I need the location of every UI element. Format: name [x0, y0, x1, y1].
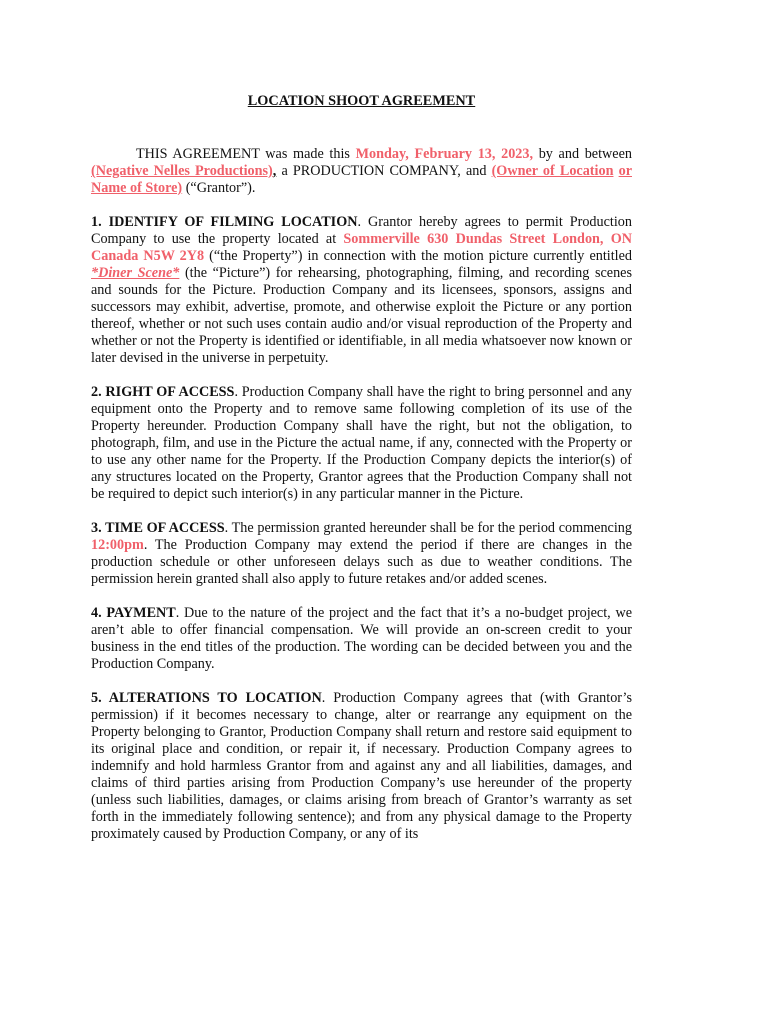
section-text: . The Production Company may extend the period if there are changes in the production schedule or other unforeseen delays such as due to weather conditions. The permission herein granted shall also apply to future retakes and/or added scenes. — [91, 537, 632, 587]
section-right-of-access — [91, 384, 632, 503]
document-title: LOCATION SHOOT AGREEMENT — [247, 93, 476, 109]
picture-title: *Diner Scene* — [91, 265, 180, 281]
section-alterations — [91, 690, 632, 843]
section-text: . The permission granted hereunder shall be for the period commencing — [224, 520, 632, 536]
section-heading: 4. PAYMENT — [91, 605, 176, 621]
section-text: (the “Picture”) for rehearsing, photographing, filming, and recording scenes and sounds for the Picture. Production Company and its licensees, sponsors, assigns and successors may exhibit, advertise, promote, and otherwise exploit the Picture or any portion thereof, whether or not such uses contain audio and/or visual reproduction of the Property and whether or not the Property is identified or identifiable, in all media whatsoever now known or later devised in the universe in perpetuity. — [91, 265, 632, 366]
section-time-of-access — [91, 520, 632, 588]
section-heading: 5. ALTERATIONS TO LOCATION — [91, 690, 322, 706]
section-payment — [91, 605, 632, 673]
section-text: . Production Company agrees that (with Grantor’s permission) if it becomes necessary to change, alter or rearrange any equipment on the Property belonging to Grantor, Production Company shall return and restore said equipment to its original place and condition, or repair it, if necessary. Production Company agrees to indemnify and hold harmless Grantor from and against any and all liabilities, damages, and claims of third parties arising from Production Company’s use hereunder of the property (unless such liabilities, damages, or claims arising from breach of Grantor’s warranty as set forth in the immediately following sentence); and from any physical damage to the Property proximately caused by Production Company, or any of its — [91, 690, 632, 842]
property-address: Sommerville 630 Dundas Street London, ON Canada N5W 2Y8 — [91, 231, 633, 264]
intro-text: by and between — [533, 146, 632, 162]
agreement-date: Monday, February 13, 2023, — [355, 146, 534, 162]
intro-comma: , — [272, 163, 277, 179]
section-heading: 2. RIGHT OF ACCESS — [91, 384, 235, 400]
section-text: (“the Property”) in connection with the motion picture currently entitled — [204, 248, 632, 264]
section-heading: 3. TIME OF ACCESS — [91, 520, 225, 536]
section-text: . Production Company shall have the right to bring personnel and any equipment onto the Property and to remove same following completion of its use of the Property hereunder. Production Company shall have the right, but not the obligation, to photograph, film, and use in the Picture the actual name, if any, connected with the Property or to use any other name for the Property. If the Production Company depicts the interior(s) of any structures located on the Property, Grantor agrees that the Production Company shall not be required to depict such interior(s) in any particular manner in the Picture. — [91, 384, 633, 502]
commencement-time: 12:00pm — [91, 537, 144, 553]
name-of-store: or Name of Store) — [91, 163, 632, 196]
intro-text: (“Grantor”). — [182, 180, 256, 196]
section-text: . Due to the nature of the project and the fact that it’s a no-budget project, we aren’t able to offer financial compensation. We will provide an on-screen credit to your business in the end titles of the production. The wording can be decided between you and the Production Company. — [91, 605, 632, 672]
production-company-name: (Negative Nelles Productions) — [91, 163, 273, 179]
section-text: . Grantor hereby agrees to permit Production Company to use the property located at — [91, 214, 632, 247]
intro-paragraph — [91, 146, 632, 197]
intro-text: a PRODUCTION COMPANY, and — [276, 163, 492, 179]
section-heading: 1. IDENTIFY OF FILMING LOCATION — [91, 214, 358, 230]
owner-of-location: (Owner of Location — [491, 163, 614, 179]
section-filming-location — [91, 214, 632, 367]
intro-text: THIS AGREEMENT was made this — [136, 146, 356, 162]
